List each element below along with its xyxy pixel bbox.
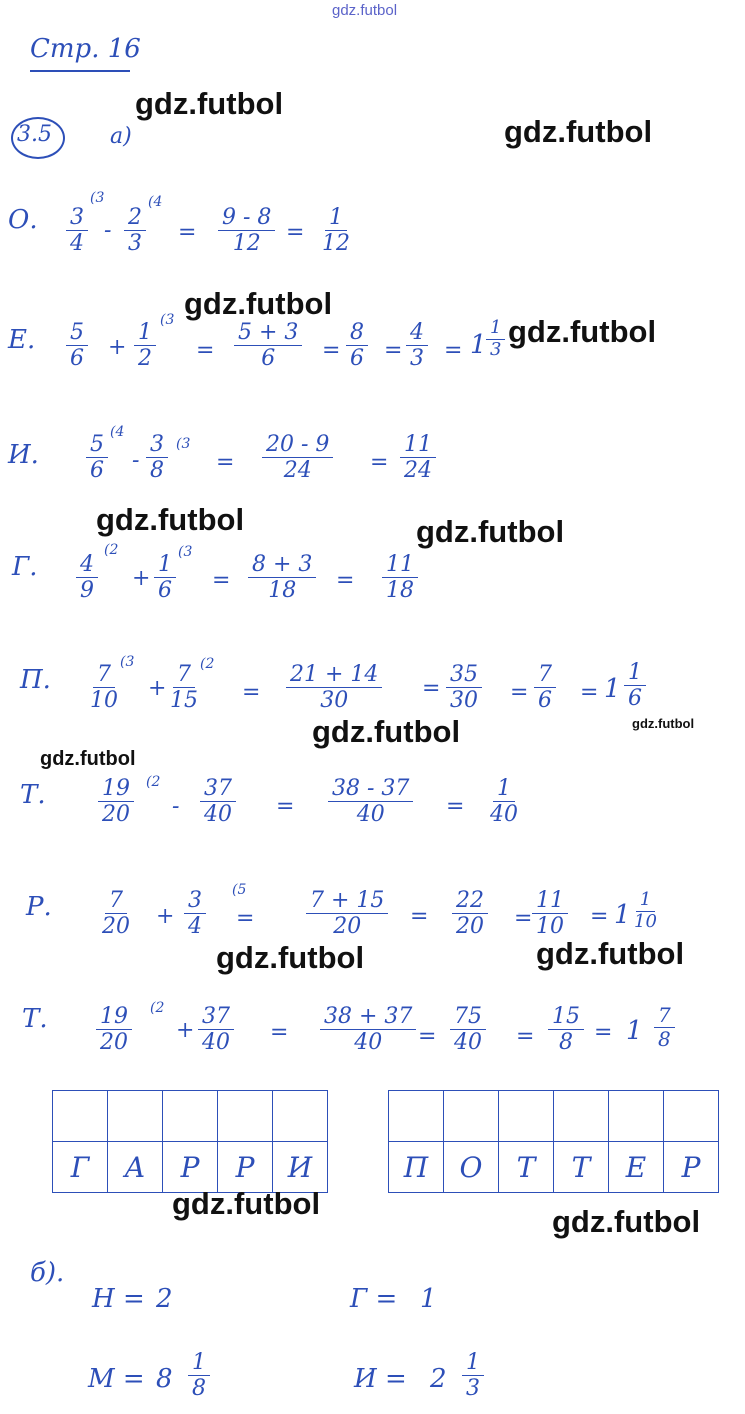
equals: = [370, 450, 389, 475]
watermark: gdz.futbol [312, 714, 461, 749]
equals: = [444, 338, 463, 363]
equals: = [212, 568, 231, 593]
row-letter: Т. [20, 780, 46, 810]
multiplier: (3 [160, 312, 175, 328]
equals: = [276, 794, 295, 819]
fraction: $\frac{2}{3}$ [124, 205, 146, 257]
fraction: $\frac{1}{3}$ [462, 1350, 484, 1402]
row-letter: П. [20, 665, 51, 695]
fraction: $\frac{20 - 9}{24}$ [262, 432, 333, 484]
operator: + [108, 335, 127, 360]
operator: - [132, 448, 140, 473]
fraction: $\frac{4}{3}$ [406, 320, 428, 372]
equals: = [336, 568, 355, 593]
multiplier: (5 [232, 882, 247, 898]
fraction: $\frac{1}{2}$ [134, 320, 156, 372]
fraction: $\frac{5}{6}$ [86, 432, 108, 484]
table-cell: Т [554, 1142, 609, 1193]
fraction: $\frac{1}{3}$ [486, 318, 505, 360]
watermark: gdz.futbol [632, 716, 695, 731]
whole-part: 1 [626, 1016, 643, 1046]
multiplier: (3 [176, 436, 191, 452]
answer-table-right [388, 1090, 719, 1193]
exercise-number: 3.5 [17, 122, 52, 147]
fraction: $\frac{4}{9}$ [76, 552, 98, 604]
fraction: $\frac{22}{20}$ [452, 888, 488, 940]
table-row-letters [389, 1142, 719, 1193]
table-cell: Е [609, 1142, 664, 1193]
equals: = [196, 338, 215, 363]
multiplier: (2 [146, 774, 161, 790]
whole-part: 1 [604, 674, 621, 704]
multiplier: (3 [90, 190, 105, 206]
whole-part: 1 [614, 900, 631, 930]
multiplier: (2 [104, 542, 119, 558]
answer-lhs: Г = [350, 1284, 398, 1314]
fraction: $\frac{21 + 14}{30}$ [286, 662, 382, 714]
table-cell: А [108, 1142, 163, 1193]
row-letter: Г. [12, 552, 38, 582]
watermark: gdz.futbol [40, 748, 136, 770]
answer-table-left [52, 1090, 328, 1193]
equals: = [178, 220, 197, 245]
watermark: gdz.futbol [172, 1186, 321, 1221]
fraction: $\frac{8}{6}$ [346, 320, 368, 372]
watermark: gdz.futbol [552, 1204, 701, 1239]
fraction: $\frac{75}{40}$ [450, 1004, 486, 1056]
fraction: $\frac{5}{6}$ [66, 320, 88, 372]
row-letter: О. [8, 205, 38, 235]
table-row-empty [389, 1091, 719, 1142]
watermark: gdz.futbol [504, 114, 653, 149]
operator: + [176, 1018, 195, 1043]
equals: = [286, 220, 305, 245]
fraction: $\frac{7}{10}$ [90, 662, 118, 714]
table-row-letters [53, 1142, 328, 1193]
equals: = [590, 904, 609, 929]
operator: + [156, 904, 175, 929]
multiplier: (4 [110, 424, 125, 440]
equals: = [446, 794, 465, 819]
fraction: $\frac{1}{12}$ [322, 205, 350, 257]
equals: = [236, 906, 255, 931]
page-reference-underline [30, 70, 130, 72]
multiplier: (3 [178, 544, 193, 560]
watermark: gdz.futbol [96, 502, 245, 537]
answer-lhs: И = [354, 1364, 407, 1394]
table-row-empty [53, 1091, 328, 1142]
multiplier: (3 [120, 654, 135, 670]
multiplier: (2 [150, 1000, 165, 1016]
fraction: $\frac{3}{4}$ [184, 888, 206, 940]
row-letter: Е. [8, 325, 36, 355]
fraction: $\frac{1}{40}$ [490, 776, 518, 828]
watermark: gdz.futbol [416, 514, 565, 549]
row-letter: И. [8, 440, 39, 470]
watermark-top: gdz.futbol [332, 2, 398, 19]
equals: = [516, 1024, 535, 1049]
page-reference: Стр. 16 [30, 34, 141, 64]
fraction: $\frac{19}{20}$ [98, 776, 134, 828]
fraction: $\frac{8 + 3}{18}$ [248, 552, 316, 604]
equals: = [270, 1020, 289, 1045]
equals: = [410, 904, 429, 929]
equals: = [514, 906, 533, 931]
fraction: $\frac{11}{24}$ [400, 432, 436, 484]
table-cell: И [273, 1142, 328, 1193]
fraction: $\frac{7}{20}$ [102, 888, 130, 940]
answer-value: 2 [156, 1284, 173, 1314]
table-cell: О [444, 1142, 499, 1193]
whole-part: 2 [430, 1364, 447, 1394]
answer-value: 1 [420, 1284, 437, 1314]
whole-part: 8 [156, 1364, 173, 1394]
operator: + [132, 566, 151, 591]
row-letter: Р. [26, 892, 52, 922]
table-cell: Г [53, 1142, 108, 1193]
part-a-label: а) [110, 124, 132, 149]
table-cell: Р [664, 1142, 719, 1193]
fraction: $\frac{7}{6}$ [534, 662, 556, 714]
equals: = [242, 680, 261, 705]
fraction: $\frac{1}{8}$ [188, 1350, 210, 1402]
equals: = [322, 338, 341, 363]
watermark: gdz.futbol [135, 86, 284, 121]
watermark: gdz.futbol [508, 314, 657, 349]
fraction: $\frac{7}{8}$ [654, 1004, 675, 1051]
fraction: $\frac{38 + 37}{40}$ [320, 1004, 416, 1056]
operator: - [104, 218, 112, 243]
fraction: $\frac{9 - 8}{12}$ [218, 205, 275, 257]
part-b-label: б). [30, 1258, 65, 1288]
row-letter: Т. [22, 1004, 48, 1034]
fraction: $\frac{37}{40}$ [198, 1004, 234, 1056]
fraction: $\frac{19}{20}$ [96, 1004, 132, 1056]
fraction: $\frac{1}{6}$ [154, 552, 176, 604]
fraction: $\frac{38 - 37}{40}$ [328, 776, 413, 828]
fraction: $\frac{35}{30}$ [446, 662, 482, 714]
table-cell: Т [499, 1142, 554, 1193]
equals: = [418, 1024, 437, 1049]
fraction: $\frac{1}{6}$ [624, 660, 646, 712]
equals: = [580, 680, 599, 705]
table-cell: Р [163, 1142, 218, 1193]
watermark: gdz.futbol [536, 936, 685, 971]
watermark: gdz.futbol [216, 940, 365, 975]
whole-part: 1 [470, 330, 487, 360]
fraction: $\frac{7}{15}$ [170, 662, 198, 714]
equals: = [594, 1020, 613, 1045]
operator: - [172, 794, 180, 819]
equals: = [510, 680, 529, 705]
equals: = [384, 338, 403, 363]
fraction: $\frac{11}{18}$ [382, 552, 418, 604]
operator: + [148, 676, 167, 701]
table-cell: П [389, 1142, 444, 1193]
answer-lhs: Н = [92, 1284, 145, 1314]
fraction: $\frac{5 + 3}{6}$ [234, 320, 302, 372]
fraction: $\frac{3}{8}$ [146, 432, 168, 484]
table-cell: Р [218, 1142, 273, 1193]
fraction: $\frac{7 + 15}{20}$ [306, 888, 388, 940]
fraction: $\frac{15}{8}$ [548, 1004, 584, 1056]
fraction: $\frac{37}{40}$ [200, 776, 236, 828]
watermark: gdz.futbol [184, 286, 333, 321]
multiplier: (2 [200, 656, 215, 672]
fraction: $\frac{1}{10}$ [634, 889, 657, 932]
equals: = [422, 676, 441, 701]
multiplier: (4 [148, 194, 163, 210]
answer-lhs: М = [88, 1364, 145, 1394]
equals: = [216, 450, 235, 475]
fraction: $\frac{3}{4}$ [66, 205, 88, 257]
fraction: $\frac{11}{10}$ [532, 888, 568, 940]
